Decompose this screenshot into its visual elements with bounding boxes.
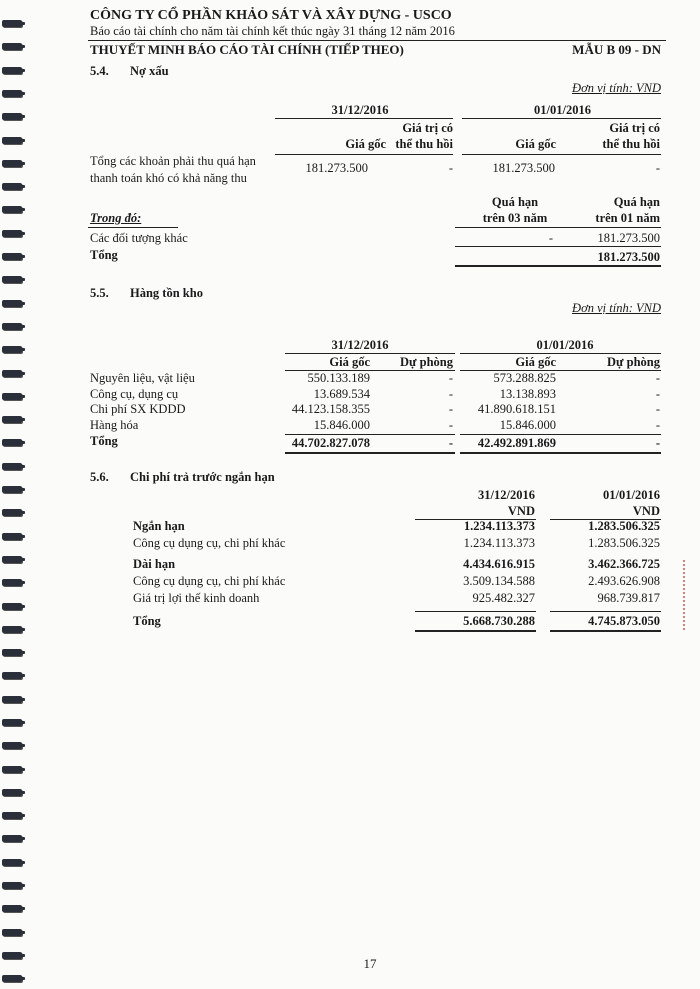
binding-coil — [2, 346, 22, 353]
row-label: Nguyên liệu, vật liệu — [90, 371, 195, 385]
col-date-2016-start: 01/01/2016 — [536, 338, 594, 352]
binding-coil — [2, 882, 22, 889]
cell-value: 1.234.113.373 — [463, 536, 535, 550]
binding-coil — [2, 533, 22, 540]
col-over-1-year: trên 01 năm — [595, 211, 660, 225]
section-5-4-title: Nợ xấu — [130, 64, 169, 78]
cell-value: 1.283.506.325 — [588, 519, 660, 533]
row-label: Các đối tượng khác — [90, 231, 188, 245]
cell-value: - — [448, 417, 453, 432]
cell-value: - — [655, 386, 660, 401]
row-label: Chi phí SX KDDD — [90, 402, 186, 416]
col-currency: VND — [507, 504, 535, 518]
rule — [88, 227, 178, 228]
section-5-4-number: 5.4. — [90, 64, 109, 78]
binding-coil — [2, 439, 22, 446]
col-provision: Dự phòng — [399, 355, 453, 369]
col-date-2016-end: 31/12/2016 — [331, 103, 389, 117]
binding-coil — [2, 952, 22, 959]
binding-coil — [2, 230, 22, 237]
cell-value: - — [655, 161, 660, 175]
cell-value: 13.689.534 — [313, 386, 370, 401]
cell-value: - — [448, 402, 453, 416]
binding-coil — [2, 323, 22, 330]
col-date-2016-end: 31/12/2016 — [478, 488, 535, 502]
binding-coil — [2, 696, 22, 703]
report-subtitle: Báo cáo tài chính cho năm tài chính kết thúc ngày 31 tháng 12 năm 2016 — [90, 24, 455, 38]
row-label: Công cụ dụng cụ, chi phí khác — [133, 536, 286, 550]
cell-value: - — [448, 161, 453, 175]
binding-coil — [2, 929, 22, 936]
section-5-5-title: Hàng tồn kho — [130, 286, 203, 300]
col-recoverable: thể thu hồi — [602, 137, 660, 151]
binding-coil — [2, 556, 22, 563]
binding-coil — [2, 137, 22, 144]
col-provision: Dự phòng — [606, 355, 660, 369]
row-label: Hàng hóa — [90, 417, 139, 432]
col-date-2016-end: 31/12/2016 — [331, 338, 389, 352]
double-rule — [285, 452, 455, 454]
rule — [285, 353, 455, 354]
cell-value: - — [548, 231, 553, 245]
col-recoverable: thể thu hồi — [395, 137, 453, 151]
row-label: Dài hạn — [133, 557, 176, 571]
cell-value: 181.273.500 — [305, 161, 368, 175]
cell-value: 3.509.134.588 — [463, 574, 535, 588]
binding-coil — [2, 719, 22, 726]
total-label: Tổng — [90, 248, 118, 262]
rule — [415, 611, 536, 612]
cell-value: - — [448, 371, 453, 385]
row-label: Tổng các khoản phải thu quá hạn — [90, 154, 256, 168]
total-value: 5.668.730.288 — [463, 614, 535, 628]
col-over-3-years: Quá hạn — [491, 195, 539, 209]
binding-coil — [2, 672, 22, 679]
binding-coil — [2, 416, 22, 423]
col-cost: Giá gốc — [515, 355, 556, 369]
binding-coil — [2, 43, 22, 50]
company-name: CÔNG TY CỔ PHẦN KHẢO SÁT VÀ XÂY DỰNG - USCO — [90, 8, 452, 23]
binding-coil — [2, 206, 22, 213]
binding-coil — [2, 276, 22, 283]
row-label: Giá trị lợi thế kinh doanh — [133, 591, 260, 605]
section-5-6-title: Chi phí trả trước ngắn hạn — [130, 470, 275, 484]
rule — [550, 611, 661, 612]
binding-coil — [2, 579, 22, 586]
binding-coil — [2, 742, 22, 749]
binding-coil — [2, 183, 22, 190]
cell-value: 41.890.618.151 — [477, 402, 556, 416]
cell-value: 181.273.500 — [492, 161, 555, 175]
cell-value: 13.138.893 — [499, 386, 556, 401]
rule — [460, 434, 661, 435]
cell-value: 925.482.327 — [472, 591, 535, 605]
binding-coil — [2, 20, 22, 27]
binding-coil — [2, 67, 22, 74]
cell-value: - — [655, 402, 660, 416]
binding-coil — [2, 113, 22, 120]
col-cost: Giá gốc — [329, 355, 370, 369]
col-cost: Giá gốc — [515, 137, 556, 151]
col-over-3-years: trên 03 năm — [482, 211, 548, 225]
cell-value: 44.123.158.355 — [291, 402, 370, 416]
section-title: THUYẾT MINH BÁO CÁO TÀI CHÍNH (TIẾP THEO) — [90, 42, 404, 57]
cell-value: 3.462.366.725 — [588, 557, 660, 571]
total-value: - — [448, 436, 453, 450]
double-rule — [460, 452, 661, 454]
col-date-2016-start: 01/01/2016 — [534, 103, 591, 117]
rule — [460, 353, 661, 354]
cell-value: 968.739.817 — [597, 591, 660, 605]
binding-coil — [2, 812, 22, 819]
total-value: 44.702.827.078 — [291, 436, 370, 450]
form-code: MẪU B 09 - DN — [572, 42, 661, 57]
binding-coil — [2, 253, 22, 260]
row-label: Công cụ dụng cụ, chi phí khác — [133, 574, 286, 588]
total-label: Tổng — [133, 614, 161, 628]
binding-coil — [2, 370, 22, 377]
binding-coil — [2, 160, 22, 167]
binding-coil — [2, 486, 22, 493]
total-value: 42.492.891.869 — [477, 436, 556, 450]
total-value: - — [655, 436, 660, 450]
total-value: 4.745.873.050 — [588, 614, 660, 628]
rule — [285, 434, 455, 435]
cell-value: 1.234.113.373 — [463, 519, 535, 533]
binding-coil — [2, 835, 22, 842]
binding-coil — [2, 649, 22, 656]
cell-value: 1.283.506.325 — [588, 536, 660, 550]
col-recoverable: Giá trị có — [609, 121, 660, 135]
binding-coil — [2, 90, 22, 97]
cell-value: 550.133.189 — [307, 371, 370, 385]
cell-value: 15.846.000 — [313, 417, 370, 432]
rule — [455, 246, 661, 247]
stamp-mark — [683, 560, 697, 630]
col-currency: VND — [632, 504, 660, 518]
col-over-1-year: Quá hạn — [613, 195, 660, 209]
binding-coil — [2, 603, 22, 610]
col-recoverable: Giá trị có — [402, 121, 453, 135]
binding-coil — [2, 975, 22, 982]
page-number: 17 — [363, 956, 377, 971]
total-value: 181.273.500 — [597, 250, 660, 264]
binding-coil — [2, 789, 22, 796]
row-label: Ngắn hạn — [133, 519, 185, 533]
cell-value: 573.288.825 — [493, 371, 556, 385]
binding-coil — [2, 509, 22, 516]
header-divider — [88, 40, 666, 41]
binding-coil — [2, 463, 22, 470]
col-cost: Giá gốc — [345, 137, 386, 151]
col-date-2016-start: 01/01/2016 — [603, 488, 660, 502]
binding-coil — [2, 393, 22, 400]
rule — [462, 118, 661, 119]
cell-value: - — [655, 417, 660, 432]
cell-value: 181.273.500 — [597, 231, 660, 245]
unit-label: Đơn vị tính: VND — [572, 81, 661, 95]
double-rule — [455, 265, 661, 267]
binding-coil — [2, 300, 22, 307]
double-rule — [550, 630, 661, 632]
cell-value: 15.846.000 — [499, 417, 556, 432]
double-rule — [415, 630, 536, 632]
cell-value: 2.493.626.908 — [588, 574, 660, 588]
rule — [455, 227, 661, 228]
cell-value: - — [655, 371, 660, 385]
rule — [462, 154, 661, 155]
rule — [275, 154, 453, 155]
total-label: Tổng — [90, 434, 118, 448]
binding-coil — [2, 766, 22, 773]
row-label: thanh toán khó có khả năng thu — [90, 171, 247, 185]
binding-coil — [2, 905, 22, 912]
binding-coil — [2, 626, 22, 633]
unit-label: Đơn vị tính: VND — [572, 301, 661, 315]
cell-value: 4.434.616.915 — [463, 557, 535, 571]
row-label: Công cụ, dụng cụ — [90, 386, 179, 401]
cell-value: - — [448, 386, 453, 401]
section-5-6-number: 5.6. — [90, 470, 109, 484]
sub-label: Trong đó: — [90, 211, 142, 225]
rule — [275, 118, 453, 119]
section-5-5-number: 5.5. — [90, 286, 109, 300]
spiral-binding — [0, 0, 26, 989]
binding-coil — [2, 859, 22, 866]
